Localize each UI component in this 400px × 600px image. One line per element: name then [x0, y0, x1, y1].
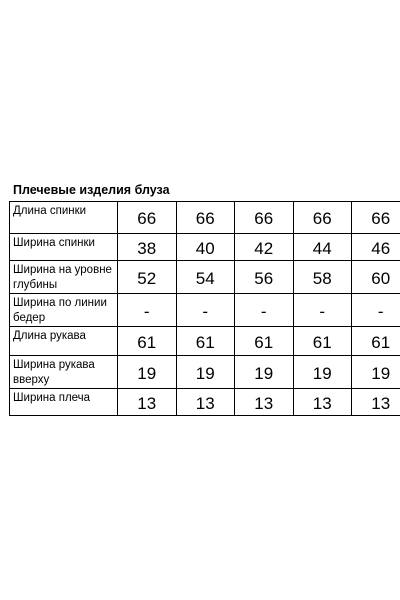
size-value: 56 — [235, 261, 294, 294]
table-row — [10, 234, 400, 261]
size-value: - — [293, 294, 352, 327]
row-label: Ширина по линии бедер — [10, 294, 118, 327]
size-value: - — [352, 294, 400, 327]
row-label: Ширина спинки — [10, 234, 118, 261]
size-value: 66 — [352, 202, 400, 234]
size-value: 66 — [293, 202, 352, 234]
row-label: Ширина плеча — [10, 389, 118, 416]
size-value: 66 — [176, 202, 235, 234]
size-value: 52 — [118, 261, 177, 294]
size-value: 58 — [293, 261, 352, 294]
row-label: Длина рукава — [10, 327, 118, 356]
size-value: 66 — [118, 202, 177, 234]
table-row — [10, 389, 400, 416]
size-value: 13 — [352, 389, 400, 416]
size-value: 61 — [235, 327, 294, 356]
size-value: 42 — [235, 234, 294, 261]
size-value: 54 — [176, 261, 235, 294]
size-value: 60 — [352, 261, 400, 294]
size-value: - — [235, 294, 294, 327]
table-row — [10, 294, 400, 327]
row-label: Ширина на уровне глубины — [10, 261, 118, 294]
size-value: 13 — [235, 389, 294, 416]
size-value: - — [176, 294, 235, 327]
table-row — [10, 327, 400, 356]
size-value: 13 — [118, 389, 177, 416]
size-value: 19 — [352, 356, 400, 389]
size-table — [9, 201, 400, 416]
size-value: 38 — [118, 234, 177, 261]
size-value: 66 — [235, 202, 294, 234]
table-title: Плечевые изделия блуза — [13, 183, 170, 197]
size-value: 19 — [293, 356, 352, 389]
size-value: 61 — [352, 327, 400, 356]
size-value: 19 — [176, 356, 235, 389]
size-value: 61 — [176, 327, 235, 356]
size-value: 19 — [118, 356, 177, 389]
table-row — [10, 202, 400, 234]
size-value: 46 — [352, 234, 400, 261]
table-row — [10, 356, 400, 389]
size-value: 13 — [293, 389, 352, 416]
size-value: 19 — [235, 356, 294, 389]
row-label: Длина спинки — [10, 202, 118, 234]
row-label: Ширина рукава вверху — [10, 356, 118, 389]
size-value: 40 — [176, 234, 235, 261]
size-value: 61 — [118, 327, 177, 356]
table-row — [10, 261, 400, 294]
size-value: - — [118, 294, 177, 327]
size-value: 13 — [176, 389, 235, 416]
size-value: 44 — [293, 234, 352, 261]
size-value: 61 — [293, 327, 352, 356]
